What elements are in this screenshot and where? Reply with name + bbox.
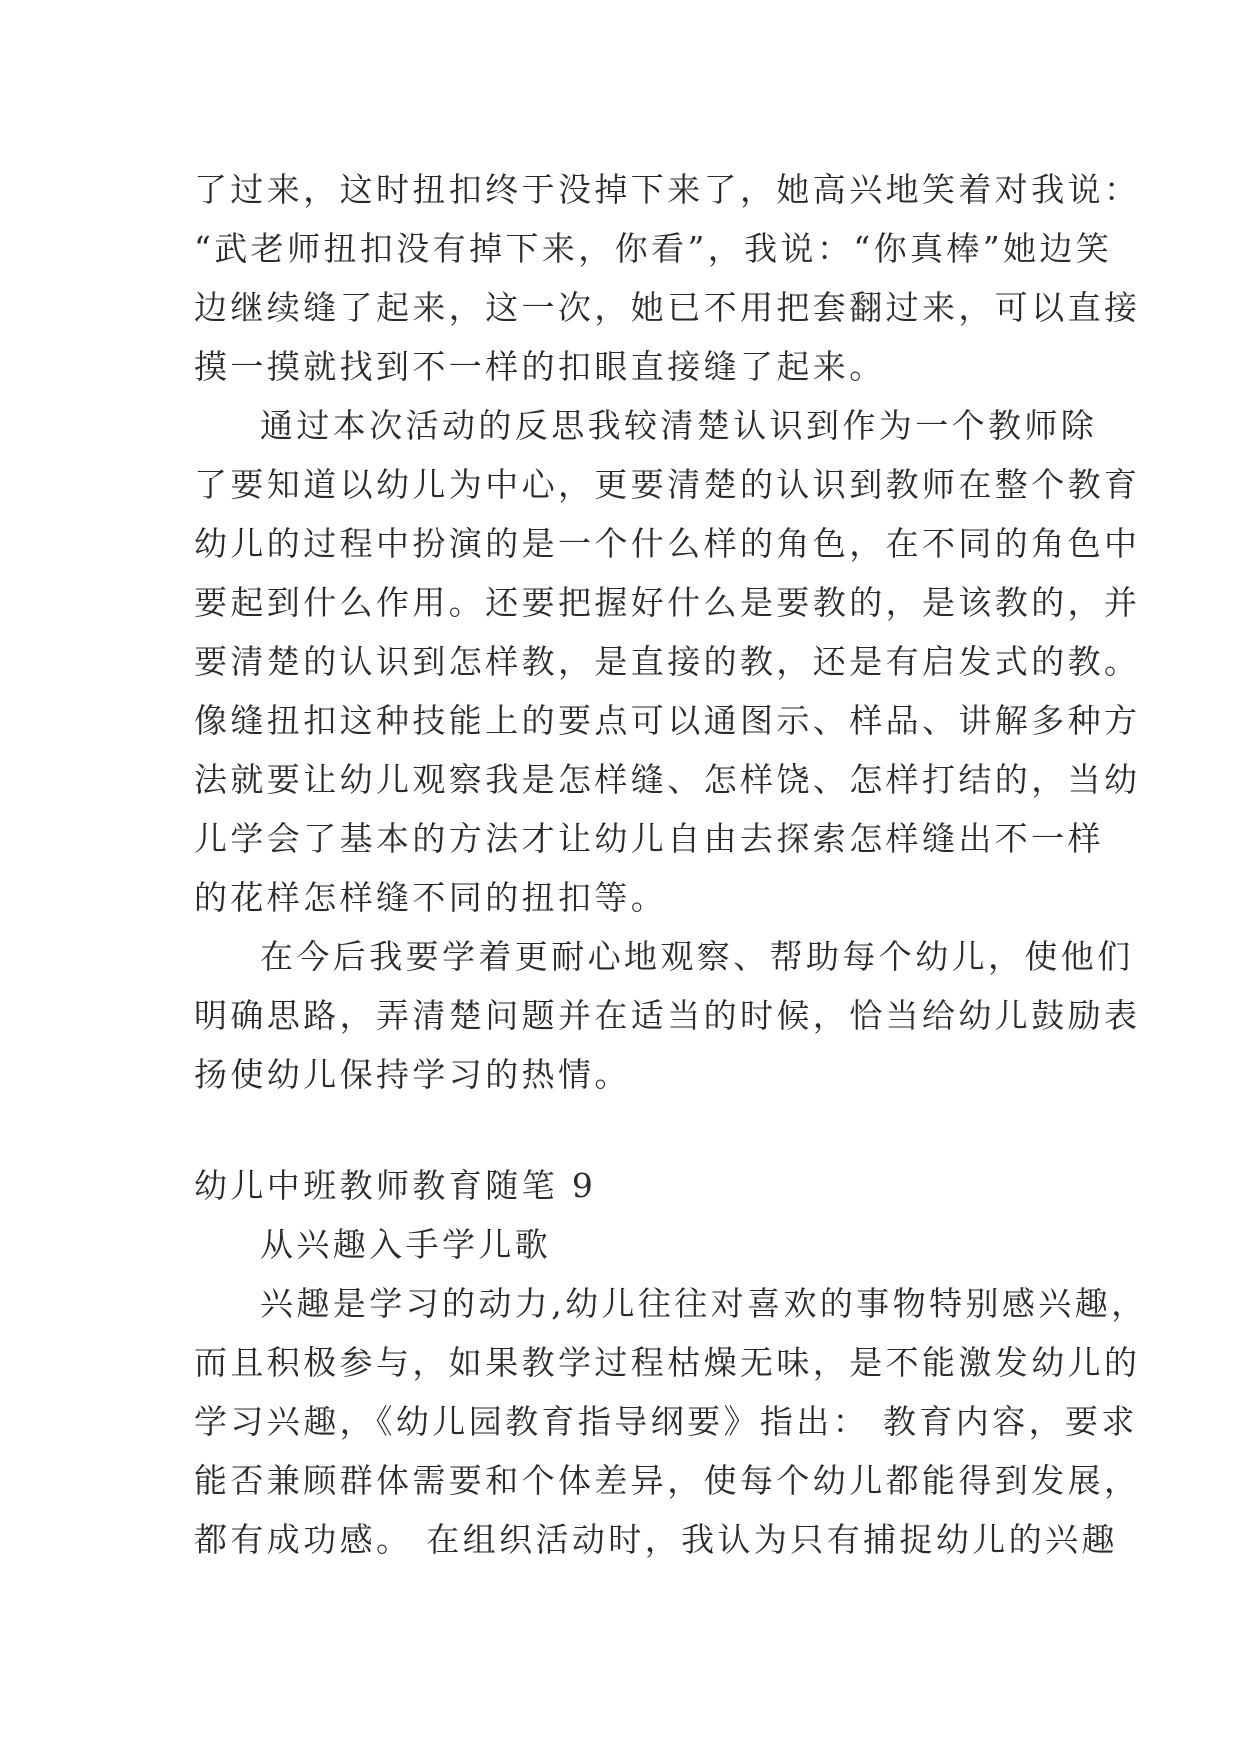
text-line: 边继续缝了起来，这一次，她已不用把套翻过来，可以直接 <box>194 288 1141 327</box>
text-line: 儿学会了基本的方法才让幼儿自由去探索怎样缝出不一样 <box>194 819 1104 858</box>
text-line: 在今后我要学着更耐心地观察、帮助每个幼儿，使他们 <box>260 937 1134 976</box>
text-line: 法就要让幼儿观察我是怎样缝、怎样饶、怎样打结的，当幼 <box>194 760 1141 799</box>
document-body <box>194 160 1148 1569</box>
text-line: 像缝扭扣这种技能上的要点可以通图示、样品、讲解多种方 <box>194 701 1141 740</box>
text-line: “武老师扭扣没有掉下来，你看”，我说：“你真棒”她边笑 <box>194 229 1113 268</box>
paragraph-continued <box>194 160 1141 396</box>
text-line: 扬使幼儿保持学习的热情。 <box>194 1055 631 1094</box>
text-line: 通过本次活动的反思我较清楚认识到作为一个教师除 <box>260 406 1098 445</box>
text-line: 兴趣是学习的动力,幼儿往往对喜欢的事物特别感兴趣， <box>260 1284 1148 1323</box>
paragraph-future <box>194 927 1141 1104</box>
text-line: 了要知道以幼儿为中心，更要清楚的认识到教师在整个教育 <box>194 465 1141 504</box>
section-spacer <box>194 1104 1074 1156</box>
text-line: 了过来，这时扭扣终于没掉下来了，她高兴地笑着对我说： <box>194 170 1141 209</box>
text-line: 都有成功感。 在组织活动时，我认为只有捕捉幼儿的兴趣 <box>194 1520 1118 1559</box>
text-line: 摸一摸就找到不一样的扣眼直接缝了起来。 <box>194 347 886 386</box>
text-line: 能否兼顾群体需要和个体差异，使每个幼儿都能得到发展， <box>194 1461 1141 1500</box>
text-line: 幼儿的过程中扮演的是一个什么样的角色，在不同的角色中 <box>194 524 1141 563</box>
paragraph-reflection <box>194 396 1141 927</box>
text-line: 而且积极参与，如果教学过程枯燥无味，是不能激发幼儿的 <box>194 1343 1141 1382</box>
essay-subtitle: 从兴趣入手学儿歌 <box>260 1225 552 1264</box>
text-line: 要清楚的认识到怎样教，是直接的教，还是有启发式的教。 <box>194 642 1141 681</box>
text-line: 学习兴趣，《幼儿园教育指导纲要》指出： 教育内容，要求 <box>194 1402 1138 1441</box>
paragraph-interest <box>194 1274 1148 1569</box>
text-line: 明确思路，弄清楚问题并在适当的时候，恰当给幼儿鼓励表 <box>194 996 1141 1035</box>
section-title: 幼儿中班教师教育随笔 9 <box>194 1166 597 1205</box>
text-line: 要起到什么作用。还要把握好什么是要教的，是该教的，并 <box>194 583 1141 622</box>
text-line: 的花样怎样缝不同的扭扣等。 <box>194 878 668 917</box>
